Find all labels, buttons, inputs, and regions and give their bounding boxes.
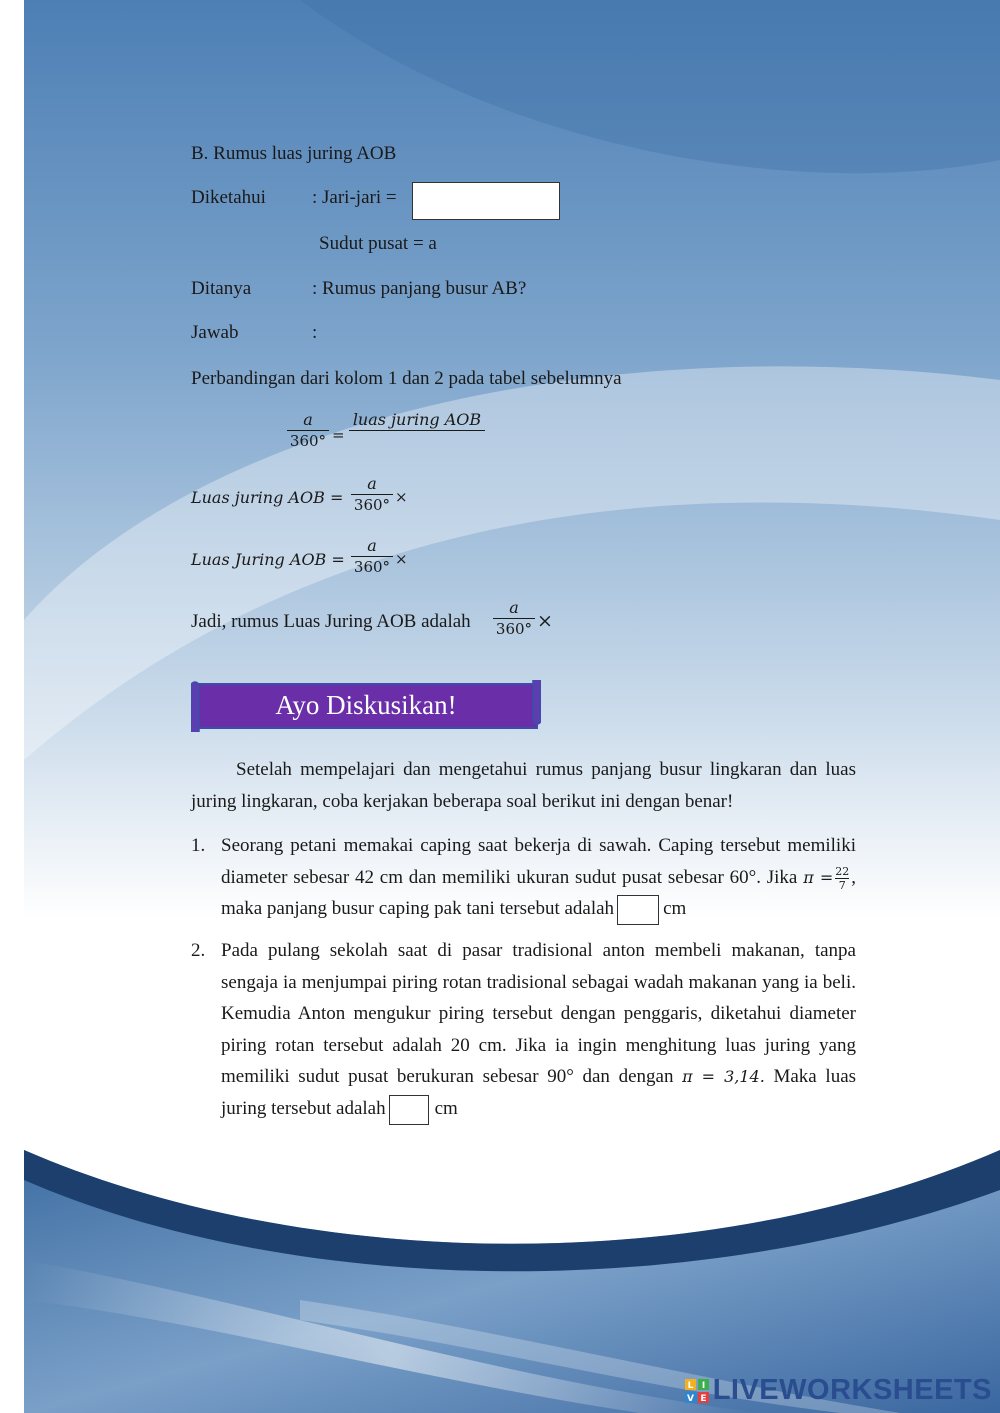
svg-text:L: L (687, 1380, 694, 1391)
question-1-answer-input[interactable] (617, 895, 659, 925)
known-label: Diketahui (191, 187, 266, 208)
conclusion-fraction: a 360° (493, 598, 535, 639)
question-2-text-b: Maka luas juring tersebut adalah (221, 1066, 857, 1119)
formula-line-2-times: × (395, 488, 408, 506)
conclusion-times: × (537, 610, 553, 632)
formula-line-3-lhs: Luas Juring AOB = (191, 550, 345, 569)
angle-label: Sudut pusat = a (319, 233, 437, 254)
question-2-number: 2. (191, 940, 206, 961)
conclusion-text: Jadi, rumus Luas Juring AOB adalah (191, 611, 471, 632)
svg-text:E: E (700, 1393, 707, 1403)
ratio-fraction: a 360° (287, 410, 329, 451)
intro-text: Setelah mempelajari dan mengetahui rumus panjang busur lingkaran dan luas juring lingkaran, coba kerjakan beberapa soal berikut ini dengan benar! (191, 759, 856, 812)
question-1-text-a: Seorang petani memakai caping saat bekerja di sawah. Caping tersebut memiliki diameter sebesar 42 cm dan memiliki ukuran sudut pusat sebesar 60°. Jika (221, 835, 856, 888)
formula-line-3-fraction: a 360° (351, 536, 393, 577)
question-1-unit: cm (663, 898, 687, 920)
svg-text:V: V (686, 1393, 694, 1403)
question-2-answer-input[interactable] (389, 1095, 429, 1125)
asked-label: Ditanya (191, 278, 252, 299)
banner-title: Ayo Diskusikan! (275, 690, 457, 720)
comparison-text: Perbandingan dari kolom 1 dan 2 pada tabel sebelumnya (191, 368, 622, 389)
answer-label: Jawab (191, 322, 239, 343)
question-2 (191, 935, 856, 1125)
answer-colon: : (312, 322, 318, 343)
area-fraction: luas juring AOB (349, 410, 485, 451)
liveworksheets-wordmark: LIVEWORKSHEETS (712, 1374, 992, 1406)
question-2-text-a: Pada pulang sekolah saat di pasar tradisional anton membeli makanan, tanpa sengaja ia menjumpai piring rotan tradisional sebagai wadah makanan yang ia beli. Kemudia Anton mengukur piring tersebut dengan penggaris, diketahui diameter piring rotan tersebut adalah 20 cm. Jika ia ingin menghitung luas juring yang memiliki sudut pusat berukuran sebesar 90° dan dengan (221, 940, 856, 1088)
liveworksheets-logo (685, 1374, 992, 1407)
liveworksheets-badge-icon (685, 1379, 709, 1403)
equals-sign: = (332, 426, 345, 444)
radius-input[interactable] (412, 182, 560, 220)
question-2-pi: π = 3,14. (682, 1067, 765, 1087)
question-1-pi-fraction: $\frac{22}{7}$ (835, 864, 850, 892)
asked-text: : Rumus panjang busur AB? (312, 278, 527, 299)
intro-paragraph (191, 754, 856, 817)
formula-line-2-fraction: a 360° (351, 474, 393, 515)
question-1-text-b: , maka panjang busur caping pak tani tersebut adalah (221, 866, 856, 920)
section-title: B. Rumus luas juring AOB (191, 143, 397, 164)
formula-line-3-times: × (395, 550, 408, 568)
question-2-unit: cm (434, 1097, 458, 1119)
formula-line-2-lhs: Luas juring AOB = (191, 488, 344, 507)
question-1-number: 1. (191, 835, 206, 856)
radius-label: : Jari-jari = (312, 187, 397, 208)
svg-text:I: I (701, 1380, 705, 1391)
question-1-pi: π = (803, 867, 834, 887)
question-1 (191, 830, 856, 925)
